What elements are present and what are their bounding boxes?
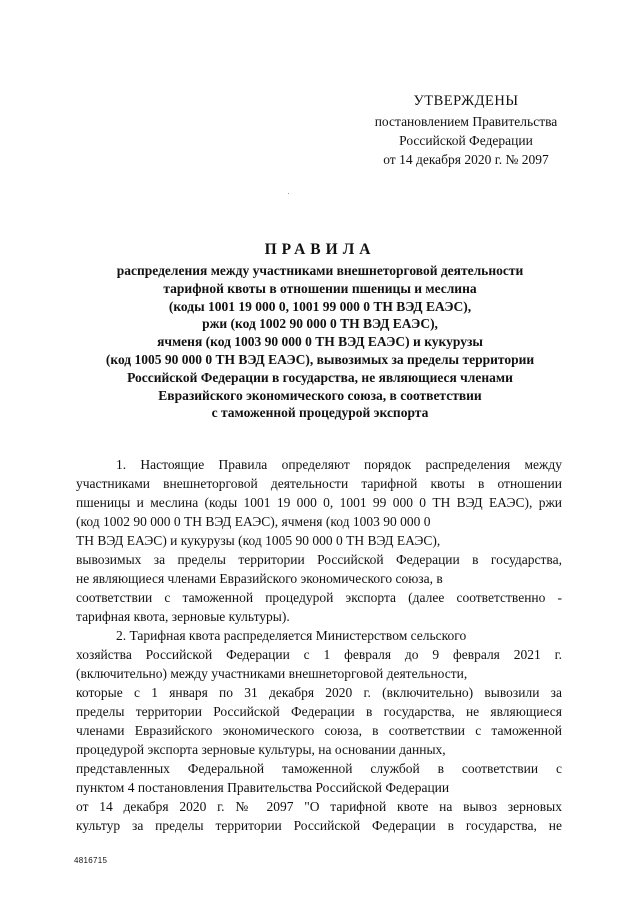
subtitle-line: Российской Федерации в государства, не являющиеся членами — [127, 369, 513, 385]
paragraph-2-line: пределы территории Российской Федерации в государства, не являющиеся — [76, 704, 562, 719]
paragraph-2-line: от 14 декабря 2020 г. № 2097 "О тарифной квоте на вывоз зерновых — [76, 799, 562, 814]
subtitle-line: (код 1005 90 000 0 ТН ВЭД ЕАЭС), вывозимых за пределы территории — [105, 351, 535, 367]
body-text — [76, 455, 562, 835]
scan-speck — [288, 193, 289, 194]
paragraph-1-line: ТН ВЭД ЕАЭС) и кукурузы (код 1005 90 000 0 ТН ВЭД ЕАЭС), — [76, 533, 441, 548]
approval-stamp — [356, 92, 576, 169]
paragraph-1-line: пшеницы и меслина (коды 1001 19 000 0, 1001 99 000 0 ТН ВЭД ЕАЭС), ржи — [76, 495, 562, 510]
subtitle-line: с таможенной процедурой экспорта — [211, 405, 429, 421]
approval-line: от 14 декабря 2020 г. № 2097 — [383, 152, 549, 167]
subtitle-line: ячменя (код 1003 90 000 0 ТН ВЭД ЕАЭС) и кукурузы — [157, 334, 483, 350]
approval-heading: УТВЕРЖДЕНЫ — [413, 93, 519, 109]
paragraph-2-line: процедурой экспорта зерновые культуры, на основании данных, — [76, 742, 446, 757]
subtitle-line: тарифной квоты в отношении пшеницы и меслина — [163, 280, 477, 296]
paragraph-1-line: (код 1002 90 000 0 ТН ВЭД ЕАЭС), ячменя (код 1003 90 000 0 — [76, 514, 431, 529]
subtitle-line: Евразийского экономического союза, в соответствии — [158, 387, 482, 403]
paragraph-1-line: тарифная квота, зерновые культуры). — [76, 609, 290, 624]
paragraph-2-line: хозяйства Российской Федерации с 1 февраля до 9 февраля 2021 г. — [76, 647, 562, 662]
approval-line: постановлением Правительства — [374, 114, 558, 129]
paragraph-2-line: культур за пределы территории Российской Федерации в государства, не — [76, 818, 562, 833]
subtitle-line: (коды 1001 19 000 0, 1001 99 000 0 ТН ВЭД ЕАЭС), — [168, 298, 472, 314]
paragraph-2-line: которые с 1 января по 31 декабря 2020 г. (включительно) вывозили за — [76, 685, 562, 700]
paragraph-1-line: вывозимых за пределы территории Российской Федерации в государства, — [76, 552, 562, 567]
paragraph-1-line: не являющиеся членами Евразийского экономического союза, в — [76, 571, 443, 586]
paragraph-2-line: представленных Федеральной таможенной службой в соответствии с — [76, 761, 562, 776]
subtitle-line: ржи (код 1002 90 000 0 ТН ВЭД ЕАЭС), — [202, 316, 438, 332]
paragraph-2-line: (включительно) между участниками внешнеторговой деятельности, — [76, 666, 468, 681]
subtitle-line: распределения между участниками внешнеторговой деятельности — [116, 263, 524, 278]
paragraph-1-line: 1. Настоящие Правила определяют порядок распределения между — [116, 457, 562, 472]
document-subtitle — [60, 262, 580, 422]
paragraph-1-line: соответствии с таможенной процедурой экспорта (далее соответственно - — [76, 590, 562, 605]
document-code: 4816715 — [74, 856, 108, 865]
paragraph-2-line: 2. Тарифная квота распределяется Министерством сельского — [116, 628, 467, 643]
paragraph-2-line: членами Евразийского экономического союза, в соответствии с таможенной — [76, 723, 562, 738]
paragraph-1-line: участниками внешнеторговой деятельности тарифной квоты в отношении — [76, 476, 562, 491]
approval-line: Российской Федерации — [399, 133, 533, 148]
document-title: ПРАВИЛА — [264, 241, 376, 258]
paragraph-2-line: пунктом 4 постановления Правительства Российской Федерации — [76, 780, 450, 795]
